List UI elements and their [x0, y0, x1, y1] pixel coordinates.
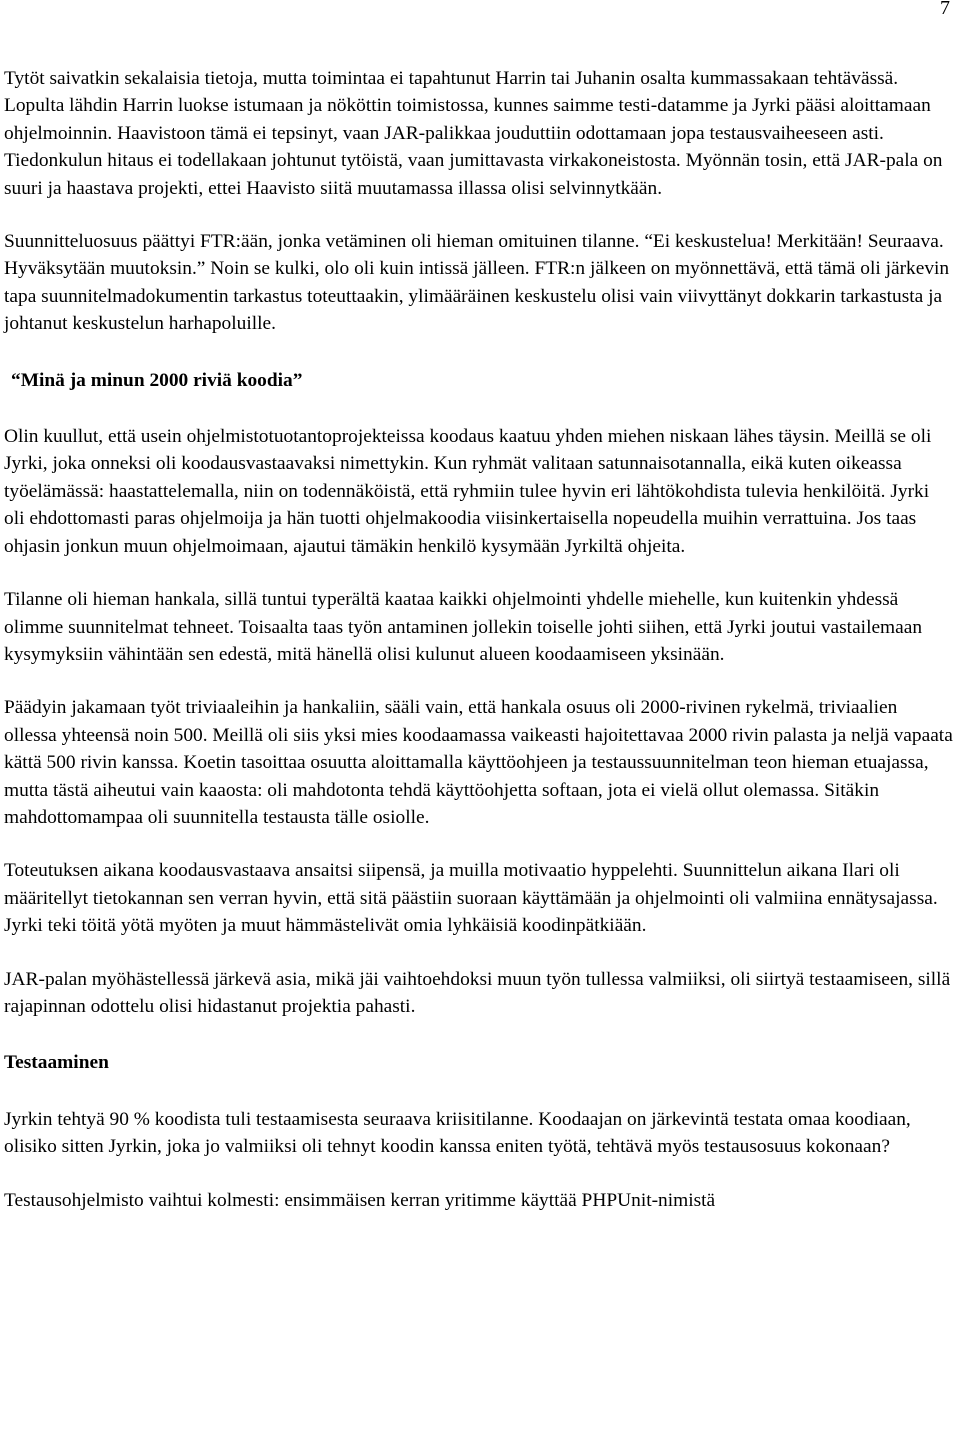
section-heading: “Minä ja minun 2000 riviä koodia” — [11, 369, 303, 391]
paragraph: Testausohjelmisto vaihtui kolmesti: ensimmäisen kerran yritimme käyttää PHPUnit-nimistä — [4, 1189, 716, 1211]
paragraph: Suunnitteluosuus päättyi FTR:ään, jonka vetäminen oli hieman omituinen tilanne. “Ei keskustelua! Merkitään! Seuraava. Hyväksytään muutoksin.” Noin se kulki, olo oli kuin intissä jälleen. FTR:n jälkeen on myönnettävä, että tämä oli järkevin tapa suunnitelmadokumentin tarkastus toteuttaakin, ylimääräinen keskustelu olisi vain viivyttänyt dokkarin tarkastusta ja johtanut keskustelun harhapoluille. — [4, 231, 950, 335]
paragraph: Toteutuksen aikana koodausvastaava ansaitsi siipensä, ja muilla motivaatio hyppelehti. Suunnittelun aikana Ilari oli määritellyt tietokannan sen verran hyvin, että sitä päästiin suoraan käyttämään ja ohjelmointi oli valmiina ennätysajassa. Jyrki teki töitä yötä myöten ja muut hämmästelivät omia lyhkäisiä koodinpätkiään. — [4, 860, 938, 937]
page-number: 7 — [940, 0, 950, 19]
paragraph: Tytöt saivatkin sekalaisia tietoja, mutta toimintaa ei tapahtunut Harrin tai Juhanin osalta kummassakaan tehtävässä. Lopulta lähdin Harrin luokse istumaan ja nököttin toimistossa, kunnes saimme testi-datamme ja Jyrki pääsi aloittamaan ohjelmoinnin. Haavistoon tämä ei tepsinyt, vaan JAR-palikkaa jouduttiin odottamaan jopa testausvaiheeseen asti. Tiedonkulun hitaus ei todellakaan johtunut tytöistä, vaan jumittavasta virkakoneistosta. Myönnän tosin, että JAR-pala on suuri ja haastava projekti, ettei Haavisto siitä muutamassa illassa olisi selvinnytkään. — [4, 68, 943, 199]
paragraph: Päädyin jakamaan työt triviaaleihin ja hankaliin, sääli vain, että hankala osuus oli 2000-rivinen rykelmä, triviaalien ollessa yhteensä noin 500. Meillä oli siis yksi mies koodaamassa vaikeasti hajoitettavaa 2000 rivin palasta ja neljä vapaata kättä 500 rivin kanssa. Koetin tasoittaa osuutta aloittamalla käyttöohjeen ja testaussuunnitelman teon hieman etuajassa, mutta tästä aiheutui vain kaaosta: oli mahdotonta tehdä käyttöohjetta softaan, jota ei vielä ollut olemassa. Sitäkin mahdottomampaa oli suunnitella testausta tälle osiolle. — [4, 697, 953, 828]
paragraph: JAR-palan myöhästellessä järkevä asia, mikä jäi vaihtoehdoksi muun työn tullessa valmiiksi, oli siirtyä testaamiseen, sillä rajapinnan odottelu olisi hidastanut projektia pahasti. — [4, 968, 951, 1017]
paragraph: Olin kuullut, että usein ohjelmistotuotantoprojekteissa koodaus kaatuu yhden miehen niskaan lähes täysin. Meillä se oli Jyrki, joka onneksi oli koodausvastaavaksi nimettykin. Kun ryhmät valitaan satunnaisotannalla, eikä kuten oikeassa työelämässä: haastattelemalla, niin on todennäköistä, että ryhmiin tulee hyvin eri lähtökohdista tulevia henkilöitä. Jyrki oli ehdottomasti paras ohjelmoija ja hän tuotti ohjelmakoodia viisinkertaisella nopeudella muihin verrattuina. Jos taas ohjasin jonkun muun ohjelmoimaan, ajautui tämäkin henkilö kysymään Jyrkiltä ohjeita. — [4, 426, 932, 557]
paragraph: Tilanne oli hieman hankala, sillä tuntui typerältä kaataa kaikki ohjelmointi yhdelle miehelle, kun kuitenkin yhdessä olimme suunnitelmat tehneet. Toisaalta taas työn antaminen jollekin toiselle johti siihen, että Jyrki joutui vastailemaan kysymyksiin vähintään sen edestä, mitä hänellä olisi kulunut alueen koodaamiseen yksinään. — [4, 589, 923, 665]
document-body — [4, 65, 954, 1214]
paragraph: Jyrkin tehtyä 90 % koodista tuli testaamisesta seuraava kriisitilanne. Koodaajan on järkevintä testata omaa koodiaan, olisiko sitten Jyrkin, joka jo valmiiksi oli tehnyt koodin kanssa eniten työtä, tehtävä myös testausosuus kokonaan? — [4, 1108, 911, 1158]
section-heading: Testaaminen — [4, 1052, 109, 1074]
